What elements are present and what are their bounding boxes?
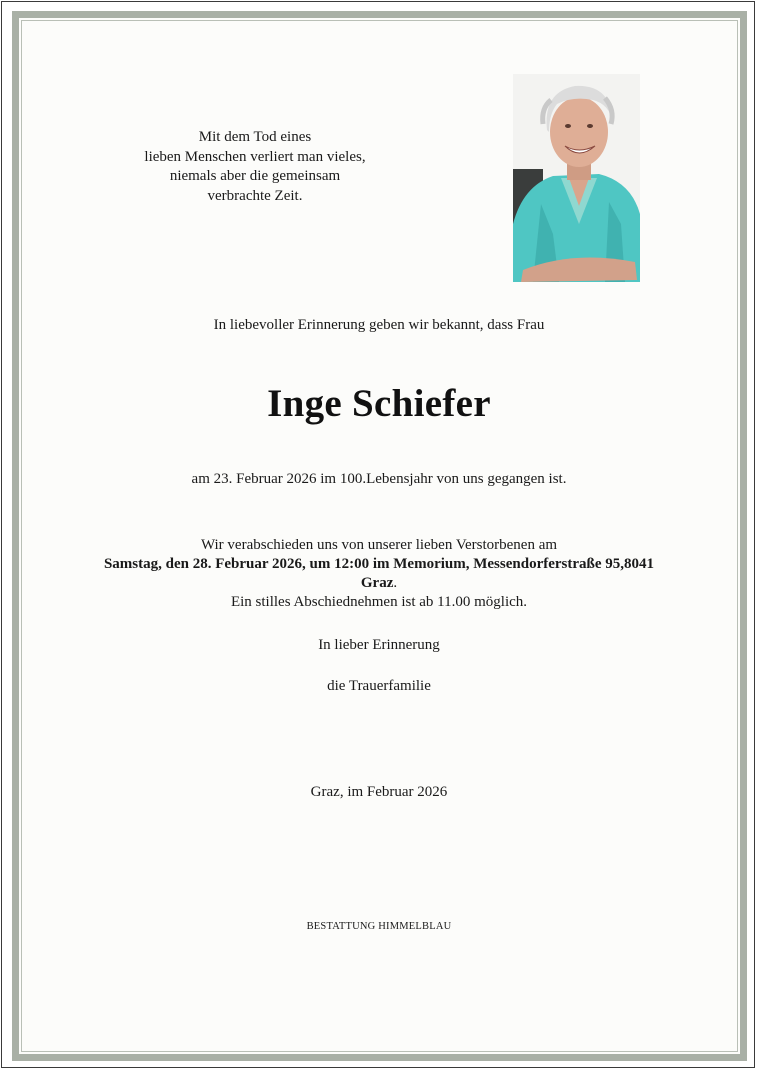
farewell-line: Ein stilles Abschiednehmen ist ab 11.00 möglich. — [230, 594, 528, 610]
farewell-punctuation: . — [393, 575, 398, 591]
memorial-quote — [100, 128, 410, 206]
undertaker-name: BESTATTUNG HIMMELBLAU — [306, 921, 452, 932]
death-notice: am 23. Februar 2026 im 100.Lebensjahr von uns gegangen ist. — [191, 471, 567, 487]
quote-line: niemals aber die gemeinsam — [169, 168, 341, 184]
place-and-date: Graz, im Februar 2026 — [310, 784, 448, 800]
quote-line: Mit dem Tod eines — [198, 129, 312, 145]
quote-line: verbrachte Zeit. — [207, 187, 303, 204]
quote-line: lieben Menschen verliert man vieles, — [144, 148, 366, 165]
ceremony-date-location: Samstag, den 28. Februar 2026, um 12:00 im Memorium, Messendorferstraße 95,8041 — [103, 556, 655, 572]
portrait-illustration — [513, 74, 640, 282]
ceremony-city: Graz — [360, 575, 394, 591]
funeral-details — [60, 536, 698, 612]
intro-text: In liebevoller Erinnerung geben wir bekannt, dass Frau — [213, 317, 545, 333]
closing-phrase: In lieber Erinnerung — [318, 637, 440, 653]
deceased-name: Inge Schiefer — [267, 382, 491, 425]
portrait-photo — [513, 74, 640, 282]
farewell-line — [60, 574, 698, 593]
signature: die Trauerfamilie — [327, 678, 431, 694]
farewell-line: Wir verabschieden uns von unserer lieben Verstorbenen am — [200, 537, 558, 553]
